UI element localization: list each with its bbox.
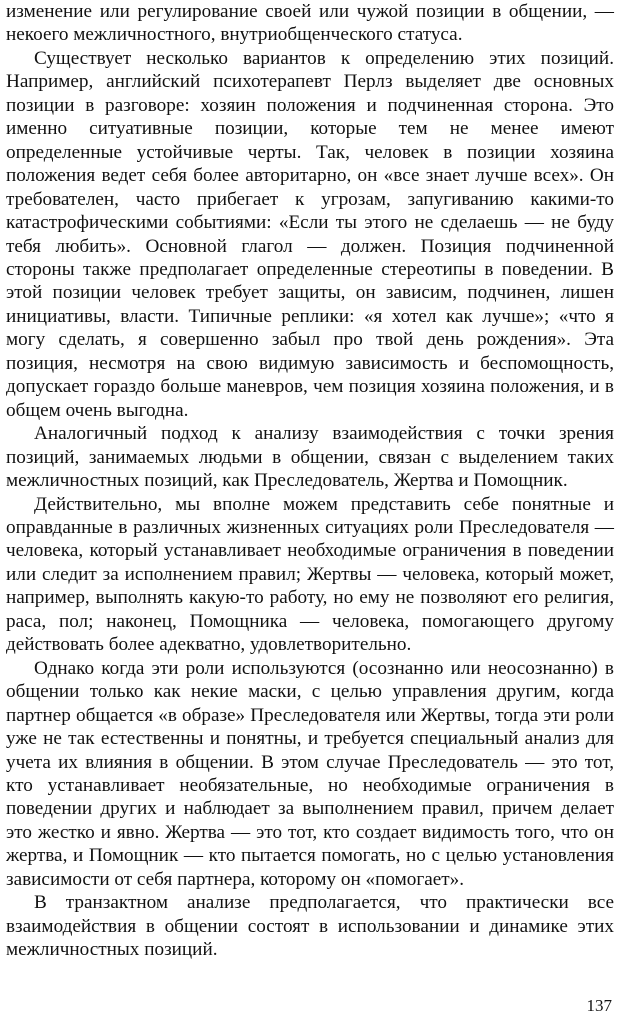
- body-text: [6, 0, 614, 962]
- paragraph-1: изменение или регулирование своей или чужой позиции в общении, — некоего межличностного, внутриобщенческого статуса.: [6, 1, 614, 46]
- paragraph-4: Действительно, мы вполне можем представить себе понятные и оправданные в различных жизненных ситуациях роли Преследователя — человека, который устанавливает необходимые ограничения в поведении или следит за исполнением правил; Жертвы — человека, который может, например, выполнять какую-то работу, но ему не позволяют его религия, раса, пол; наконец, Помощника — человека, помогающего другому действовать более адекватно, удовлетворительно.: [6, 493, 614, 656]
- page-number: 137: [586, 996, 612, 1015]
- paragraph-6: В транзактном анализе предполагается, что практически все взаимодействия в общении состоят в использовании и динамике этих межличностных позиций.: [6, 892, 614, 961]
- paragraph-3: Аналогичный подход к анализу взаимодействия с точки зрения позиций, занимаемых людьми в общении, связан с выделением таких межличностных позиций, как Преследователь, Жертва и Помощник.: [6, 423, 614, 492]
- paragraph-2: Существует несколько вариантов к определению этих позиций. Например, английский психотерапевт Перлз выделяет две основных позиции в разговоре: хозяин положения и подчиненная сторона. Это именно ситуативные позиции, которые тем не менее имеют определенные устойчивые черты. Так, человек в позиции хозяина положения ведет себя более авторитарно, он «все знает лучше всех». Он требователен, часто прибегает к угрозам, запугиванию какими-то катастрофическими событиями: «Если ты этого не сделаешь — не буду тебя любить». Основной глагол — должен. Позиция подчиненной стороны также предполагает определенные стереотипы в поведении. В этой позиции человек требует защиты, он зависим, подчинен, лишен инициативы, власти. Типичные реплики: «я хотел как лучше»; «что я могу сделать, я совершенно забыл про твой день рождения». Эта позиция, несмотря на свою видимую зависимость и беспомощность, допускает гораздо больше маневров, чем позиция хозяина положения, и в общем очень выгодна.: [6, 47, 614, 421]
- paragraph-5: Однако когда эти роли используются (осознанно или неосознанно) в общении только как некие маски, с целью управления другим, когда партнер общается «в образе» Преследователя или Жертвы, тогда эти роли уже не так естественны и понятны, и требуется специальный анализ для учета их влияния в общении. В этом случае Преследователь — это тот, кто устанавливает необязательные, но необходимые ограничения в поведении других и наблюдает за выполнением правил, причем делает это жестко и явно. Жертва — это тот, кто создает видимость того, что он жертва, и Помощник — кто пытается помогать, но с целью установления зависимости от себя партнера, которому он «помогает».: [6, 657, 614, 890]
